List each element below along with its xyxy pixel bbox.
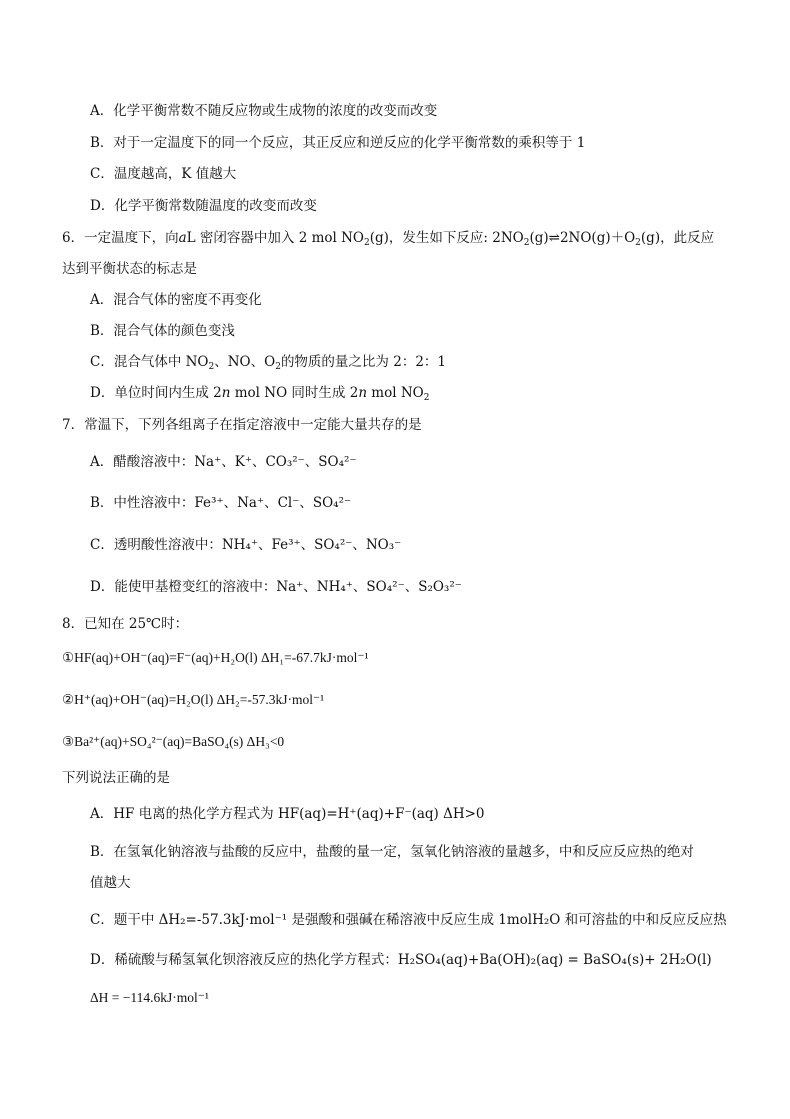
q7-option-a: A．醋酸溶液中：Na⁺、K⁺、CO₃²⁻、SO₄²⁻ [90,454,357,470]
q8-reaction-2: ②H⁺(aq)+OH⁻(aq)=H₂O(l) ΔH₂=-57.3kJ·mol⁻¹ [62,692,325,707]
q6-option-b: B．混合气体的颜色变浅 [90,323,235,339]
q5-option-a: A．化学平衡常数不随反应物或生成物的浓度的改变而改变 [90,103,438,119]
q6-option-d: D．单位时间内生成 2n mol NO 同时生成 2n mol $NO_2$ [90,385,430,403]
q6-option-a: A．混合气体的密度不再变化 [90,292,262,308]
q8-option-d-line2: ΔH = −114.6kJ·mol⁻¹ [90,990,209,1005]
q7-option-c: C．透明酸性溶液中：NH₄⁺、Fe³⁺、SO₄²⁻、NO₃⁻ [90,537,402,553]
q6-stem-line1: 6．一定温度下，向aL 密闭容器中加入 2 mol $NO_2(g)$，发生如下反应: $2NO_2(g)\rightleftharpoons 2NO(g)+O_2(g)$，此反应 [62,230,715,248]
q8-option-d-line1: D．稀硫酸与稀氢氧化钡溶液反应的热化学方程式：H₂SO₄(aq)+Ba(OH)₂(aq) = BaSO₄(s)+ 2H₂O(l) [90,952,712,968]
q6-stem-line2: 达到平衡状态的标志是 [62,261,197,277]
q7-stem: 7．常温下，下列各组离子在指定溶液中一定能大量共存的是 [62,417,422,433]
q8-option-b-line1: B．在氢氧化钠溶液与盐酸的反应中，盐酸的量一定，氢氧化钠溶液的量越多，中和反应反应热的绝对 [90,844,694,860]
q6-option-c: C．混合气体中 $NO_2$、NO、$O_2$的物质的量之比为 2：2：1 [90,354,446,372]
q5-option-b: B．对于一定温度下的同一个反应，其正反应和逆反应的化学平衡常数的乘积等于 1 [90,135,586,151]
q8-stem: 8．已知在 25℃时： [62,616,189,632]
q8-question: 下列说法正确的是 [62,770,170,786]
q5-option-c: C．温度越高，K 值越大 [90,166,237,182]
q7-option-b: B．中性溶液中：Fe³⁺、Na⁺、Cl⁻、SO₄²⁻ [90,495,352,511]
q8-option-a: A．HF 电离的热化学方程式为 HF(aq)=H⁺(aq)+F⁻(aq) ΔH>0 [90,806,485,822]
q7-option-d: D．能使甲基橙变红的溶液中：Na⁺、NH₄⁺、SO₄²⁻、S₂O₃²⁻ [90,579,462,595]
q8-reaction-3: ③Ba²⁺(aq)+SO₄²⁻(aq)=BaSO₄(s) ΔH₃<0 [62,734,285,749]
q8-option-b-line2: 值越大 [90,875,131,891]
q8-reaction-1: ①HF(aq)+OH⁻(aq)=F⁻(aq)+H₂O(l) ΔH₁=-67.7kJ·mol⁻¹ [62,650,369,665]
q8-option-c: C．题干中 ΔH₂=-57.3kJ·mol⁻¹ 是强酸和强碱在稀溶液中反应生成 1molH₂O 和可溶盐的中和反应反应热 [90,912,727,928]
q5-option-d: D．化学平衡常数随温度的改变而改变 [90,198,317,214]
